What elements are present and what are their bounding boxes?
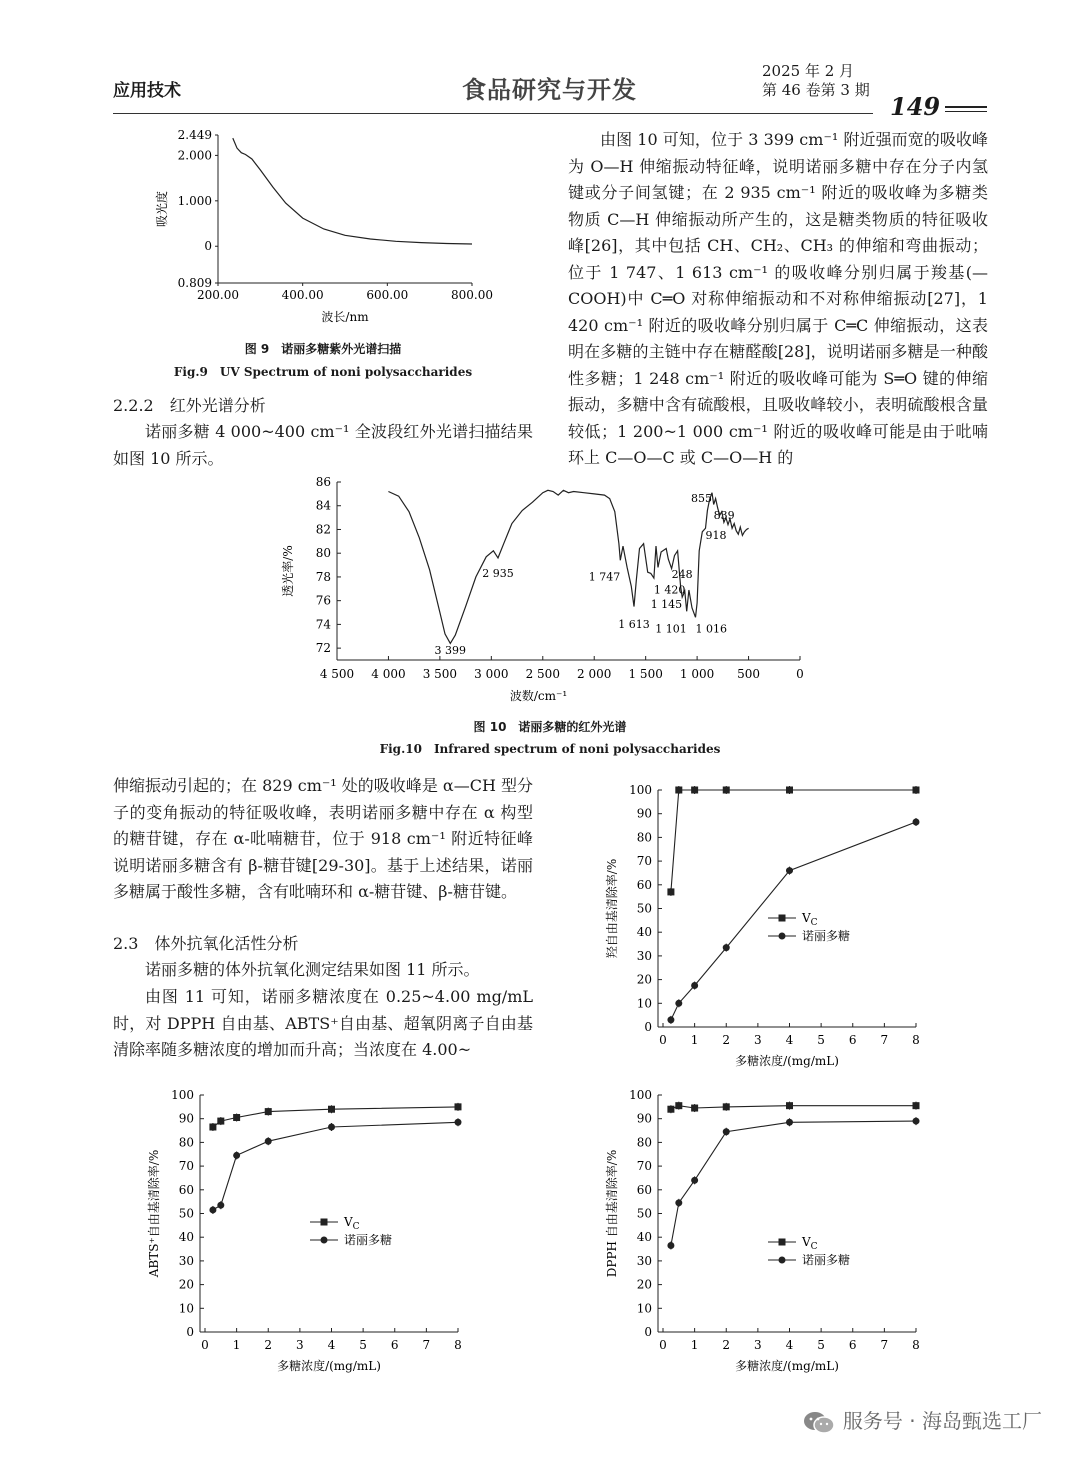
vc-point [455, 1103, 462, 1110]
noni-point [786, 1119, 793, 1126]
x-tick-label: 1 500 [628, 667, 663, 681]
x-tick-label: 0 [659, 1338, 667, 1352]
x-tick-label: 400.00 [281, 288, 324, 302]
legend-noni-marker [321, 1237, 328, 1244]
x-tick-label: 3 000 [474, 667, 509, 681]
legend-noni-marker [779, 933, 786, 940]
y-tick-label: 90 [636, 806, 652, 821]
noni-series-line [671, 1121, 916, 1245]
vc-point [723, 1103, 730, 1110]
vc-point [786, 1102, 793, 1109]
x-tick-label: 4 [785, 1338, 794, 1352]
vc-point [209, 1123, 216, 1130]
y-tick-label: 2.000 [177, 148, 212, 163]
y-tick-label: 30 [636, 948, 652, 963]
y-tick-label: 100 [629, 1088, 652, 1102]
x-tick-label: 1 [690, 1338, 699, 1352]
noni-point [233, 1152, 240, 1159]
vc-point [723, 787, 730, 794]
y-tick-label: 70 [178, 1159, 194, 1174]
noni-point [913, 818, 920, 825]
noni-point [667, 1016, 674, 1023]
vc-point [913, 1102, 920, 1109]
legend-noni-label: 诺丽多糖 [802, 929, 851, 943]
x-tick-label: 1 [232, 1338, 241, 1352]
y-tick-label: 72 [315, 641, 331, 656]
noni-point [913, 1118, 920, 1125]
y-tick-label: 86 [315, 475, 331, 489]
watermark [803, 1405, 1042, 1436]
y-axis-label: ABTS⁺自由基清除率/% [147, 1149, 161, 1278]
x-tick-label: 2 [264, 1338, 273, 1352]
y-tick-label: 50 [636, 1206, 652, 1221]
fig10-caption-cn: 图 10 诺丽多糖的红外光谱 [473, 720, 627, 734]
y-tick-label: 100 [629, 783, 652, 797]
x-tick-label: 500 [737, 667, 761, 681]
y-tick-label: 0 [186, 1325, 194, 1339]
peak-label: 1 145 [650, 597, 683, 611]
paragraph-right-1: 由图 10 可知，位于 3 399 cm⁻¹ 附近强而宽的吸收峰为 O—H 伸缩振动特征峰，说明诺丽多糖中存在分子内氢键或分子间氢键；在 2 935 cm⁻¹ 附近的吸收峰为多糖类物质 C—H 伸缩振动所产生的，这是糖类物质的特征吸收峰[26]，其中包括 CH、CH₂、CH₃ 的伸缩和弯曲振动；位于 1 747、1 613 cm⁻¹ 的吸收峰分别归属于羧基(—COOH)中 C═O 对称伸缩振动和不对称伸缩振动[27]，1 420 cm⁻¹ 附近的吸收峰分别归属于 C═C 伸缩振动，这表明在多糖的主链中存在糖醛酸[28]，说明诺丽多糖是一种酸性多糖；1 248 cm⁻¹ 附近的吸收峰可能为 S═O 键的伸缩振动，多糖中含有硫酸根，且吸收峰较小，表明硫酸根含量较低；1 200~1 000 cm⁻¹ 附近的吸收峰可能是由于吡喃环上 C—O—C 或 C—O—H 的 [568, 130, 988, 467]
x-tick-label: 2 [722, 1338, 731, 1352]
vc-point [675, 787, 682, 794]
y-tick-label: 20 [178, 1277, 194, 1292]
x-tick-label: 7 [422, 1338, 431, 1352]
x-tick-label: 3 [296, 1338, 304, 1352]
vc-point [691, 1105, 698, 1112]
legend-noni-marker [779, 1257, 786, 1264]
x-tick-label: 2 500 [525, 667, 560, 681]
publication-info [762, 62, 870, 100]
paragraph-left-3: 诺丽多糖的体外抗氧化测定结果如图 11 所示。 [145, 960, 480, 979]
page-number-rule-thin [945, 111, 987, 112]
vc-point [233, 1114, 240, 1121]
y-tick-label: 20 [636, 972, 652, 987]
y-tick-label: 50 [636, 901, 652, 916]
section-heading-2-3: 2.3 体外抗氧化活性分析 [113, 934, 299, 953]
vc-point [265, 1108, 272, 1115]
y-tick-label: 10 [178, 1301, 194, 1316]
vc-series-line [671, 790, 916, 892]
legend-noni-label: 诺丽多糖 [344, 1233, 393, 1247]
y-tick-label: 90 [636, 1111, 652, 1126]
legend-vc-marker [779, 915, 786, 922]
x-tick-label: 1 [690, 1033, 699, 1047]
fig9-caption-en: Fig.9 UV Spectrum of noni polysaccharides [173, 365, 473, 379]
vc-point [913, 787, 920, 794]
noni-point [723, 1128, 730, 1135]
x-tick-label: 2 000 [577, 667, 612, 681]
ir-spectrum-line [388, 490, 748, 643]
section-heading-2-2-2: 2.2.2 红外光谱分析 [113, 396, 266, 415]
y-tick-label: 84 [315, 498, 331, 513]
y-tick-label: 1.000 [177, 193, 212, 208]
x-tick-label: 5 [817, 1338, 825, 1352]
x-tick-label: 6 [390, 1338, 399, 1352]
y-tick-label: 30 [636, 1253, 652, 1268]
y-tick-label: 80 [636, 830, 652, 845]
fig11-abts-chart [140, 1080, 480, 1375]
x-axis-label: 波长/nm [321, 310, 369, 324]
y-tick-label: 80 [636, 1135, 652, 1150]
fig9-chart [150, 125, 510, 330]
y-tick-label: 0.809 [177, 276, 212, 290]
legend-vc-marker [321, 1219, 328, 1226]
y-axis-label: DPPH 自由基清除率/% [605, 1149, 619, 1278]
peak-label: 918 [705, 528, 727, 542]
fig10-caption-en: Fig.10 Infrared spectrum of noni polysaccharides [379, 742, 721, 756]
noni-point [691, 1177, 698, 1184]
x-axis-label: 多糖浓度/(mg/mL) [277, 1359, 381, 1373]
page-number: 149 [890, 92, 941, 121]
y-tick-label: 82 [315, 522, 331, 537]
watermark-text: 服务号 · 海岛甄选工厂 [842, 1409, 1042, 1433]
y-tick-label: 74 [315, 617, 331, 632]
y-tick-label: 80 [178, 1135, 194, 1150]
x-tick-label: 7 [880, 1033, 889, 1047]
paragraph-left-1: 诺丽多糖 4 000~400 cm⁻¹ 全波段红外光谱扫描结果如图 10 所示。 [113, 422, 533, 468]
noni-point [217, 1202, 224, 1209]
peak-label: 855 [691, 492, 713, 506]
fig11-dpph-chart [598, 1080, 938, 1375]
x-tick-label: 0 [201, 1338, 209, 1352]
legend-vc-label: $V_C$ [802, 911, 818, 928]
legend-vc-label: $V_C$ [344, 1215, 360, 1232]
y-tick-label: 60 [636, 1182, 652, 1197]
peak-label: 3 399 [434, 644, 467, 658]
y-tick-label: 40 [636, 1230, 652, 1245]
publication-issue: 第 46 卷第 3 期 [762, 81, 870, 99]
peak-label: 248 [671, 568, 693, 582]
x-tick-label: 6 [848, 1338, 857, 1352]
x-tick-label: 4 500 [319, 667, 355, 681]
x-tick-label: 8 [912, 1338, 920, 1352]
vc-point [691, 787, 698, 794]
y-tick-label: 10 [636, 996, 652, 1011]
vc-series-line [671, 1106, 916, 1110]
noni-point [209, 1206, 216, 1213]
y-tick-label: 40 [178, 1230, 194, 1245]
vc-point [667, 888, 674, 895]
page-number-rule [945, 106, 987, 108]
paragraph-left-4: 由图 11 可知，诺丽多糖浓度在 0.25~4.00 mg/mL 时，对 DPPH 自由基、ABTS⁺自由基、超氧阴离子自由基清除率随多糖浓度的增加而升高；当浓度在 4.00~ [113, 987, 533, 1059]
noni-point [786, 867, 793, 874]
x-tick-label: 3 [754, 1033, 762, 1047]
fig9-caption-cn: 图 9 诺丽多糖紫外光谱扫描 [244, 342, 402, 356]
legend-vc-label: $V_C$ [802, 1235, 818, 1252]
uv-spectrum-line [233, 138, 472, 244]
x-tick-label: 7 [880, 1338, 889, 1352]
legend-vc-marker [779, 1239, 786, 1246]
x-tick-label: 5 [359, 1338, 367, 1352]
wechat-icon [803, 1410, 835, 1436]
peak-label: 1 613 [618, 617, 650, 631]
x-tick-label: 3 500 [422, 667, 458, 681]
noni-point [455, 1119, 462, 1126]
noni-series-line [213, 1122, 458, 1210]
x-axis-label: 多糖浓度/(mg/mL) [735, 1359, 839, 1373]
fig10-chart [270, 470, 830, 710]
x-tick-label: 1 000 [679, 667, 715, 681]
noni-point [667, 1242, 674, 1249]
y-tick-label: 10 [636, 1301, 652, 1316]
x-tick-label: 3 [754, 1338, 762, 1352]
journal-title: 食品研究与开发 [462, 76, 637, 104]
y-tick-label: 70 [636, 854, 652, 869]
y-tick-label: 30 [178, 1253, 194, 1268]
y-tick-label: 100 [171, 1088, 194, 1102]
y-axis-label: 透光率/% [281, 545, 295, 597]
x-tick-label: 800.00 [451, 288, 493, 302]
header-rule [113, 113, 873, 114]
x-tick-label: 2 [722, 1033, 731, 1047]
noni-series-line [671, 822, 916, 1020]
noni-point [675, 1199, 682, 1206]
vc-point [786, 787, 793, 794]
y-tick-label: 20 [636, 1277, 652, 1292]
y-axis-label: 吸光度 [155, 190, 169, 228]
noni-point [265, 1138, 272, 1145]
x-tick-label: 4 [785, 1033, 794, 1047]
y-tick-label: 0 [644, 1325, 652, 1339]
noni-point [723, 944, 730, 951]
x-tick-label: 6 [848, 1033, 857, 1047]
noni-point [691, 982, 698, 989]
peak-label: 839 [713, 508, 735, 522]
y-tick-label: 70 [636, 1159, 652, 1174]
peak-label: 1 747 [588, 570, 621, 584]
x-tick-label: 0 [659, 1033, 667, 1047]
y-tick-label: 80 [315, 546, 331, 561]
x-tick-label: 0 [796, 667, 804, 681]
vc-point [667, 1106, 674, 1113]
x-tick-label: 8 [454, 1338, 462, 1352]
x-axis-label: 波数/cm⁻¹ [509, 689, 568, 703]
peak-label: 1 420 [653, 583, 686, 597]
x-tick-label: 8 [912, 1033, 920, 1047]
y-axis-label: 羟自由基清除率/% [605, 858, 619, 959]
y-tick-label: 2.449 [177, 128, 212, 142]
section-tag: 应用技术 [113, 81, 181, 101]
x-tick-label: 4 000 [371, 667, 406, 681]
x-tick-label: 4 [327, 1338, 336, 1352]
paragraph-left-2: 伸缩振动引起的；在 829 cm⁻¹ 处的吸收峰是 α—CH 型分子的变角振动的特征吸收峰，表明诺丽多糖中存在 α 构型的糖苷键，存在 α-吡喃糖苷，位于 918 cm⁻¹ 附近特征峰说明诺丽多糖含有 β-糖苷键[29-30]。基于上述结果，诺丽多糖属于酸性多糖，含有吡喃环和 α-糖苷键、β-糖苷键。 [113, 776, 533, 901]
x-tick-label: 600.00 [366, 288, 409, 302]
y-tick-label: 90 [178, 1111, 194, 1126]
y-tick-label: 76 [315, 593, 331, 608]
vc-point [675, 1102, 682, 1109]
y-tick-label: 78 [315, 569, 331, 584]
peak-label: 1 101 [655, 622, 687, 636]
noni-point [328, 1123, 335, 1130]
x-axis-label: 多糖浓度/(mg/mL) [735, 1054, 839, 1068]
x-tick-label: 5 [817, 1033, 825, 1047]
noni-point [675, 1000, 682, 1007]
y-tick-label: 60 [178, 1182, 194, 1197]
publication-date: 2025 年 2 月 [762, 62, 855, 80]
vc-point [328, 1106, 335, 1113]
y-tick-label: 0 [204, 239, 212, 254]
x-tick-label: 200.00 [197, 288, 239, 302]
peak-label: 2 935 [482, 566, 514, 580]
y-tick-label: 50 [178, 1206, 194, 1221]
peak-label: 1 016 [695, 622, 727, 636]
y-tick-label: 0 [644, 1020, 652, 1034]
y-tick-label: 60 [636, 877, 652, 892]
y-tick-label: 40 [636, 925, 652, 940]
legend-noni-label: 诺丽多糖 [802, 1253, 851, 1267]
vc-point [217, 1118, 224, 1125]
fig11-hydroxyl-chart [598, 775, 938, 1075]
